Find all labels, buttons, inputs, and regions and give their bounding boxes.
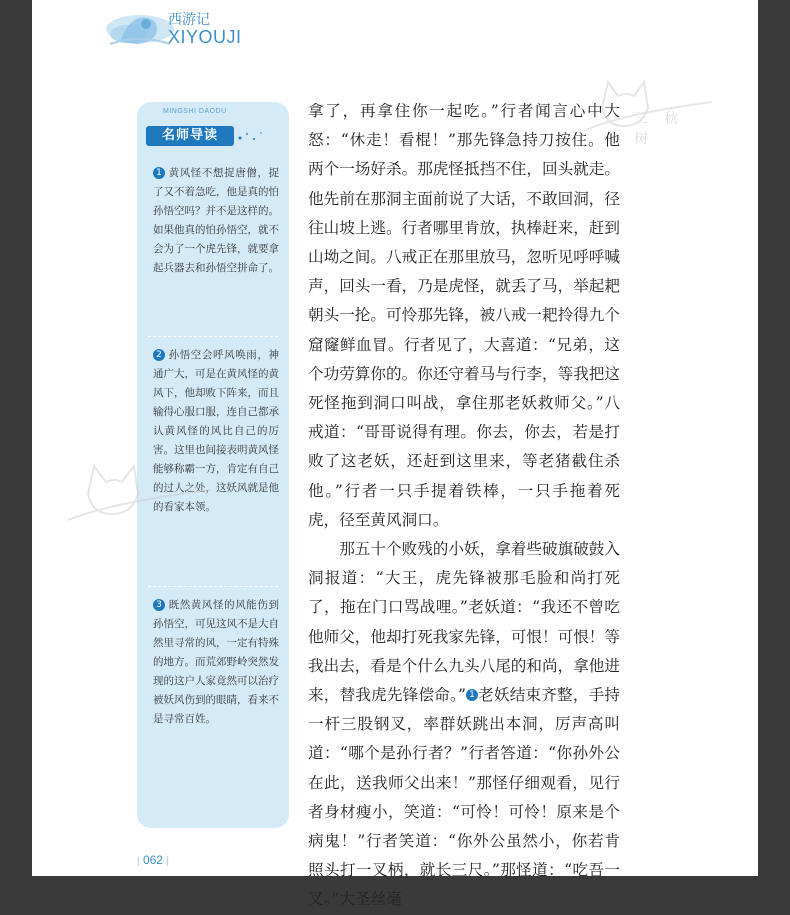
annotation-marker[interactable]: 1 xyxy=(466,689,478,701)
story-body xyxy=(308,97,620,915)
note-text: 黄风怪不想捉唐僧，捉了又不着急吃，他是真的怕孙悟空吗？并不是这样的。如果他真的怕孙悟空，就不会为了一个虎先锋，就要拿起兵器去和孙悟空拼命了。 xyxy=(153,167,279,274)
watermark-text: 三秋树 xyxy=(634,111,694,147)
sidebar-divider xyxy=(148,336,278,337)
sidebar-subtitle: MINGSHI DAODU xyxy=(163,108,227,115)
book-title-chinese: 西游记 xyxy=(168,12,210,28)
cat-watermark-icon xyxy=(64,450,214,530)
note-number-badge: 3 xyxy=(153,599,165,611)
note-text: 既然黄风怪的风能伤到孙悟空，可见这风不是大自然里寻常的风，一定有特殊的地方。而荒郊野岭突然发现的这户人家竟然可以治疗被妖风伤到的眼睛，看来不是寻常百姓。 xyxy=(153,599,279,725)
story-text: 那五十个败残的小妖，拿着些破旗破鼓入洞报道：“大王，虎先锋被那毛脸和尚打死了，拖在门口骂战哩。”老妖道：“我还不曾吃他师父，他却打死我家先锋，可恨！可恨！等我出去，看是个什么九头八尾的和尚，拿他进来，替我虎先锋偿命。” xyxy=(308,540,620,705)
page-number: | 062 | xyxy=(137,853,169,867)
note-text: 孙悟空会呼风唤雨，神通广大，可是在黄风怪的黄风下，他却败下阵来，而且输得心服口服，连自己都承认黄风怪的风比自己的厉害。这里也间接表明黄风怪能够称霸一方，肯定有自己的过人之处，这妖风就是他的看家本领。 xyxy=(153,349,279,513)
note-number-badge: 1 xyxy=(153,167,165,179)
sidebar-divider xyxy=(148,586,278,587)
story-text: 老妖结束齐整，手持一杆三股钢叉，率群妖跳出本洞，厉声高叫道：“哪个是孙行者？”行者答道：“你孙外公在此，送我师父出来！”那怪仔细观看，见行者身材瘦小，笑道：“可怜！可怜！原来是个病鬼！”行者笑道：“你外公虽然小，你若肯照头打一叉柄，就长三尺。”那怪道：“吃吾一叉。”大圣丝毫 xyxy=(308,686,620,909)
sidebar-heading-tag: 名师导读 xyxy=(146,126,234,146)
decorative-dots-icon xyxy=(236,128,276,144)
sidebar-note-1 xyxy=(153,164,279,278)
sidebar-note-3 xyxy=(153,596,279,729)
story-paragraph: 拿了，再拿住你一起吃。”行者闻言心中大怒：“休走！看棍！”那先锋急持刀按住。他两个一场好杀。那虎怪抵挡不住，回头就走。他先前在那洞主面前说了大话，不敢回洞，径往山坡上逃。行者哪里肯放，执棒赶来，赶到山坳之间。八戒正在那里放马，忽听见呼呼喊声，回头一看，乃是虎怪，就丢了马，举起耙朝头一抡。可怜那先锋，被八戒一耙拎得九个窟窿鲜血冒。行者见了，大喜道：“兄弟，这个功劳算你的。你还守着马与行李，等我把这死怪拖到洞口叫战，拿住那老妖救师父。”八戒道：“哥哥说得有理。你去，你去，若是打败了这老妖，还赶到这里来，等老猪截住杀他。”行者一只手提着铁棒，一只手拖着死虎，径至黄风洞口。 xyxy=(308,102,620,529)
page-number-text: 062 xyxy=(142,853,163,867)
watermark xyxy=(582,68,722,147)
watermark xyxy=(64,450,214,534)
note-number-badge: 2 xyxy=(153,349,165,361)
story-paragraph xyxy=(308,535,620,915)
book-title-pinyin: XIYOUJI xyxy=(168,27,242,47)
